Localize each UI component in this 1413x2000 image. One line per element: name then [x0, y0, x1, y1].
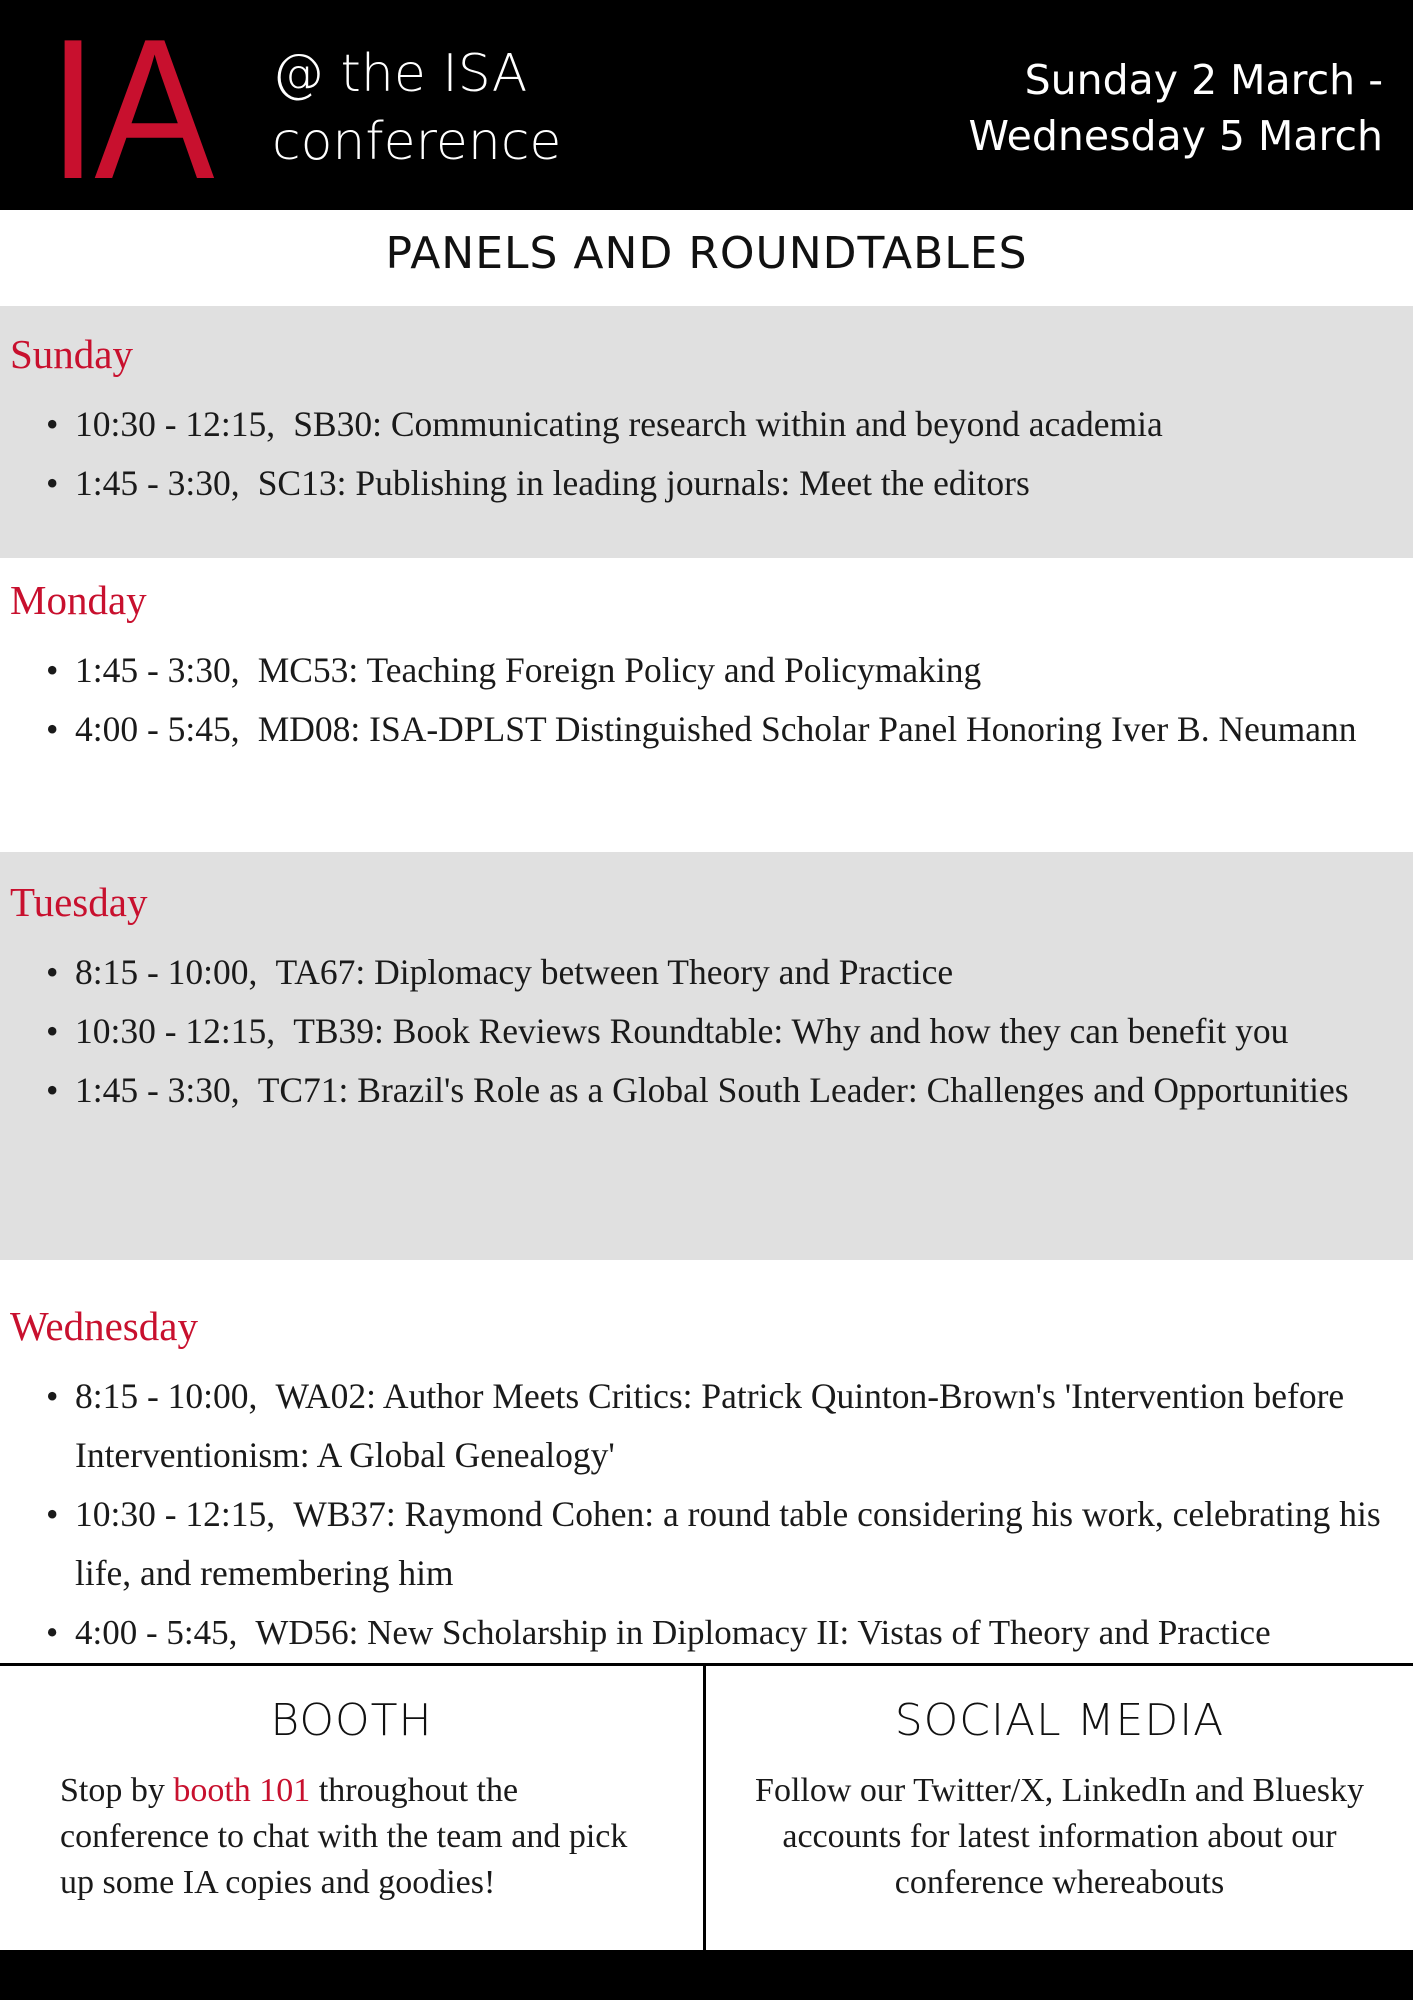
session-title: TB39: Book Reviews Roundtable: Why and how they can benefit you	[293, 1011, 1289, 1051]
session-time: 4:00 - 5:45,	[75, 709, 240, 749]
session-time: 1:45 - 3:30,	[75, 650, 240, 690]
session-time: 1:45 - 3:30,	[75, 463, 240, 503]
session-title: WB37: Raymond Cohen: a round table considering his work, celebrating his life, and remembering him	[75, 1494, 1381, 1593]
ia-logo: IA	[48, 0, 211, 221]
bullet-icon: •	[46, 650, 59, 690]
session-list	[0, 641, 1413, 759]
booth-heading: BOOTH	[270, 1695, 433, 1746]
day-block-monday	[0, 558, 1413, 852]
bullet-icon: •	[46, 709, 59, 749]
day-block-wednesday	[0, 1260, 1413, 1663]
day-name: Monday	[10, 577, 147, 623]
session-time: 8:15 - 10:00,	[75, 1376, 258, 1416]
session-title: TC71: Brazil's Role as a Global South Leader: Challenges and Opportunities	[257, 1070, 1349, 1110]
session-item	[0, 641, 1413, 700]
session-list	[0, 395, 1413, 513]
bullet-icon: •	[46, 952, 59, 992]
session-title: WD56: New Scholarship in Diplomacy II: Vistas of Theory and Practice	[255, 1613, 1271, 1652]
bullet-icon: •	[46, 1070, 59, 1110]
session-time: 1:45 - 3:30,	[75, 1070, 240, 1110]
session-list	[0, 1367, 1413, 1662]
bullet-icon: •	[46, 404, 59, 444]
booth-text-after: throughout the conference to chat with the team and pick up some IA copies and goodies!	[60, 1772, 628, 1901]
social-media-heading: SOCIAL MEDIA	[894, 1695, 1225, 1746]
dates-line-1: Sunday 2 March -	[1024, 56, 1383, 104]
tagline-line-2: conference	[272, 112, 562, 172]
tagline	[272, 40, 561, 176]
session-item	[0, 1485, 1413, 1603]
day-name: Sunday	[10, 331, 133, 377]
bullet-icon: •	[46, 1011, 59, 1051]
session-item	[0, 943, 1413, 1002]
session-time: 4:00 - 5:45,	[75, 1613, 238, 1652]
session-item	[0, 1061, 1413, 1120]
session-item	[0, 700, 1413, 759]
booth-number: booth 101	[173, 1772, 311, 1809]
session-title: WA02: Author Meets Critics: Patrick Quinton-Brown's 'Intervention before Interventionism: A Global Genealogy'	[75, 1376, 1345, 1475]
session-time: 10:30 - 12:15,	[75, 404, 276, 444]
bottom-bar	[0, 1950, 1413, 2000]
header-banner	[0, 0, 1413, 221]
day-block-sunday	[0, 306, 1413, 558]
session-title: TA67: Diplomacy between Theory and Practice	[275, 952, 954, 992]
social-media-panel	[706, 1665, 1413, 1950]
session-item	[0, 395, 1413, 454]
day-block-tuesday	[0, 852, 1413, 1260]
day-name: Wednesday	[10, 1303, 198, 1349]
session-list	[0, 943, 1413, 1120]
session-item	[0, 1002, 1413, 1061]
booth-panel	[0, 1665, 703, 1950]
bullet-icon: •	[46, 463, 59, 503]
session-time: 10:30 - 12:15,	[75, 1494, 276, 1534]
session-item	[0, 1367, 1413, 1485]
social-media-text: Follow our Twitter/X, LinkedIn and Bluesky accounts for latest information about our conference whereabouts	[755, 1772, 1364, 1901]
session-time: 8:15 - 10:00,	[75, 952, 258, 992]
section-title: PANELS AND ROUNDTABLES	[385, 228, 1028, 279]
booth-text-before: Stop by	[60, 1772, 174, 1809]
session-title: SC13: Publishing in leading journals: Meet the editors	[257, 463, 1030, 503]
bullet-icon: •	[46, 1494, 59, 1534]
tagline-line-1: @ the ISA	[272, 44, 528, 104]
conference-dates	[968, 52, 1383, 164]
session-item	[0, 1603, 1413, 1662]
bullet-icon: •	[46, 1613, 59, 1652]
session-time: 10:30 - 12:15,	[75, 1011, 276, 1051]
session-item	[0, 454, 1413, 513]
session-title: MD08: ISA-DPLST Distinguished Scholar Panel Honoring Iver B. Neumann	[257, 709, 1357, 749]
day-name: Tuesday	[10, 879, 148, 925]
dates-line-2: Wednesday 5 March	[968, 112, 1383, 160]
booth-text	[60, 1768, 660, 1906]
session-title: MC53: Teaching Foreign Policy and Policymaking	[257, 650, 982, 690]
session-title: SB30: Communicating research within and beyond academia	[293, 404, 1163, 444]
bullet-icon: •	[46, 1376, 59, 1416]
